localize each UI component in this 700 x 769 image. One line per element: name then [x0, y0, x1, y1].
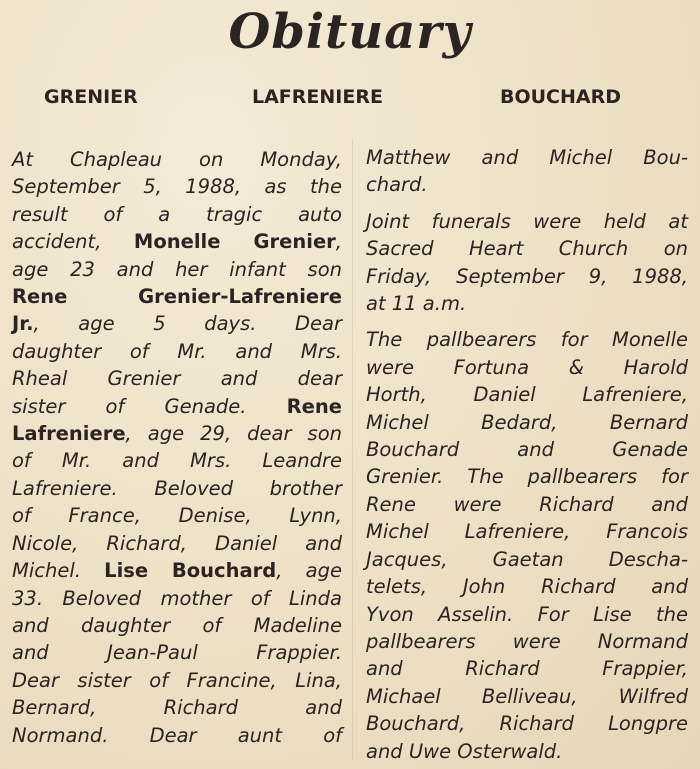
text-line [12, 338, 342, 365]
paragraph [366, 326, 688, 765]
text-line [366, 491, 688, 518]
text-run: accident, [12, 230, 134, 254]
page-title: Obituary [228, 4, 472, 60]
text-line [12, 639, 342, 666]
obituary-column-left [12, 146, 342, 749]
text-line [12, 585, 342, 612]
text-line [366, 738, 688, 765]
text-line [12, 447, 342, 474]
text-run: age 23 and her infant son [12, 257, 342, 281]
text-line [366, 573, 688, 600]
text-line [12, 420, 342, 447]
text-line [366, 710, 688, 737]
text-run: at 11 a.m. [366, 292, 467, 316]
text-run: and Uwe Osterwald. [366, 739, 563, 763]
text-line [366, 518, 688, 545]
text-run: Joint funerals were held at [366, 209, 688, 233]
text-line [12, 283, 342, 310]
text-line [12, 694, 342, 721]
paragraph [366, 208, 688, 318]
heading-lafreniere: LAFRENIERE [252, 86, 383, 108]
text-run: Grenier. The pallbearers for [366, 465, 688, 489]
text-run: were Fortuna & Harold [366, 355, 688, 379]
text-line [12, 228, 342, 255]
text-line [12, 612, 342, 639]
text-run: of Mr. and Mrs. Leandre [12, 449, 342, 473]
text-run: Normand. Dear aunt of [12, 723, 342, 747]
text-run: chard. [366, 173, 428, 197]
text-run: Jacques, Gaetan Descha- [366, 547, 688, 571]
text-run: of France, Denise, Lynn, [12, 504, 342, 528]
paragraph-gap [366, 317, 688, 326]
text-run: Horth, Daniel Lafreniere, [366, 383, 688, 407]
text-line [366, 436, 688, 463]
name-highlight: Monelle Grenier [133, 230, 336, 254]
text-run: , [335, 230, 342, 254]
text-run: Yvon Asselin. For Lise the [366, 602, 688, 626]
surname-headings [0, 86, 700, 116]
text-line [366, 326, 688, 353]
text-run: 33. Beloved mother of Linda [12, 586, 342, 610]
text-line [366, 290, 688, 317]
text-run: Bouchard, Richard Longpre [366, 712, 688, 736]
text-line [12, 502, 342, 529]
text-line [366, 546, 688, 573]
text-run: Matthew and Michel Bou- [366, 146, 688, 169]
name-highlight: Lise Bouchard [104, 559, 277, 583]
text-line [12, 722, 342, 749]
text-line [366, 144, 688, 171]
text-line [366, 263, 688, 290]
text-run: Bernard, Richard and [12, 696, 342, 720]
text-run: , age [276, 559, 342, 583]
text-line [12, 201, 342, 228]
heading-grenier: GRENIER [44, 86, 138, 108]
text-line [366, 655, 688, 682]
text-run: Bouchard and Genade [366, 438, 688, 462]
text-run: pallbearers were Normand [366, 629, 688, 653]
text-line [366, 463, 688, 490]
text-line [12, 173, 342, 200]
text-run: Michel. [12, 559, 105, 583]
name-highlight: Rene Grenier-Lafreniere [12, 285, 342, 309]
text-run: Michel Lafreniere, Francois [366, 520, 688, 544]
text-line [12, 256, 342, 283]
column-divider [352, 140, 353, 760]
name-highlight: Lafreniere [12, 422, 126, 446]
text-run: Rheal Grenier and dear [12, 367, 342, 391]
text-line [12, 667, 342, 694]
text-run: daughter of Mr. and Mrs. [12, 339, 342, 363]
text-line [12, 393, 342, 420]
text-run: sister of Genade. [12, 394, 287, 418]
text-line [366, 409, 688, 436]
text-line [366, 628, 688, 655]
text-run: , age 29, dear son [125, 422, 342, 446]
text-run: telets, John Richard and [366, 575, 688, 599]
text-run: , age 5 days. Dear [33, 312, 342, 336]
paragraph-gap [366, 199, 688, 208]
text-run: and Richard Frappier, [366, 657, 688, 681]
heading-bouchard: BOUCHARD [500, 86, 622, 108]
name-highlight: Rene [286, 394, 342, 418]
text-line [366, 683, 688, 710]
text-run: Lafreniere. Beloved brother [12, 476, 342, 500]
text-run: Michel Bedard, Bernard [366, 410, 688, 434]
text-line [12, 557, 342, 584]
text-line [12, 146, 342, 173]
text-line [366, 171, 688, 198]
text-run: At Chapleau on Monday, [12, 148, 342, 171]
text-run: Friday, September 9, 1988, [366, 264, 688, 288]
text-line [12, 475, 342, 502]
text-run: and Jean-Paul Frappier. [12, 641, 342, 665]
text-run: Rene were Richard and [366, 492, 688, 516]
obituary-column-right [366, 144, 688, 765]
text-line [12, 530, 342, 557]
text-run: and daughter of Madeline [12, 613, 342, 637]
text-run: Dear sister of Francine, Lina, [12, 668, 342, 692]
paragraph [366, 144, 688, 199]
text-run: result of a tragic auto [12, 202, 342, 226]
text-run: The pallbearers for Monelle [366, 328, 688, 352]
text-line [366, 354, 688, 381]
text-line [366, 381, 688, 408]
text-run: September 5, 1988, as the [12, 175, 342, 199]
name-highlight: Jr. [12, 312, 34, 336]
text-line [366, 235, 688, 262]
text-line [366, 601, 688, 628]
text-line [12, 310, 342, 337]
text-line [366, 208, 688, 235]
text-run: Sacred Heart Church on [366, 237, 688, 261]
text-line [12, 365, 342, 392]
text-run: Michael Belliveau, Wilfred [366, 684, 688, 708]
text-run: Nicole, Richard, Daniel and [12, 531, 342, 555]
